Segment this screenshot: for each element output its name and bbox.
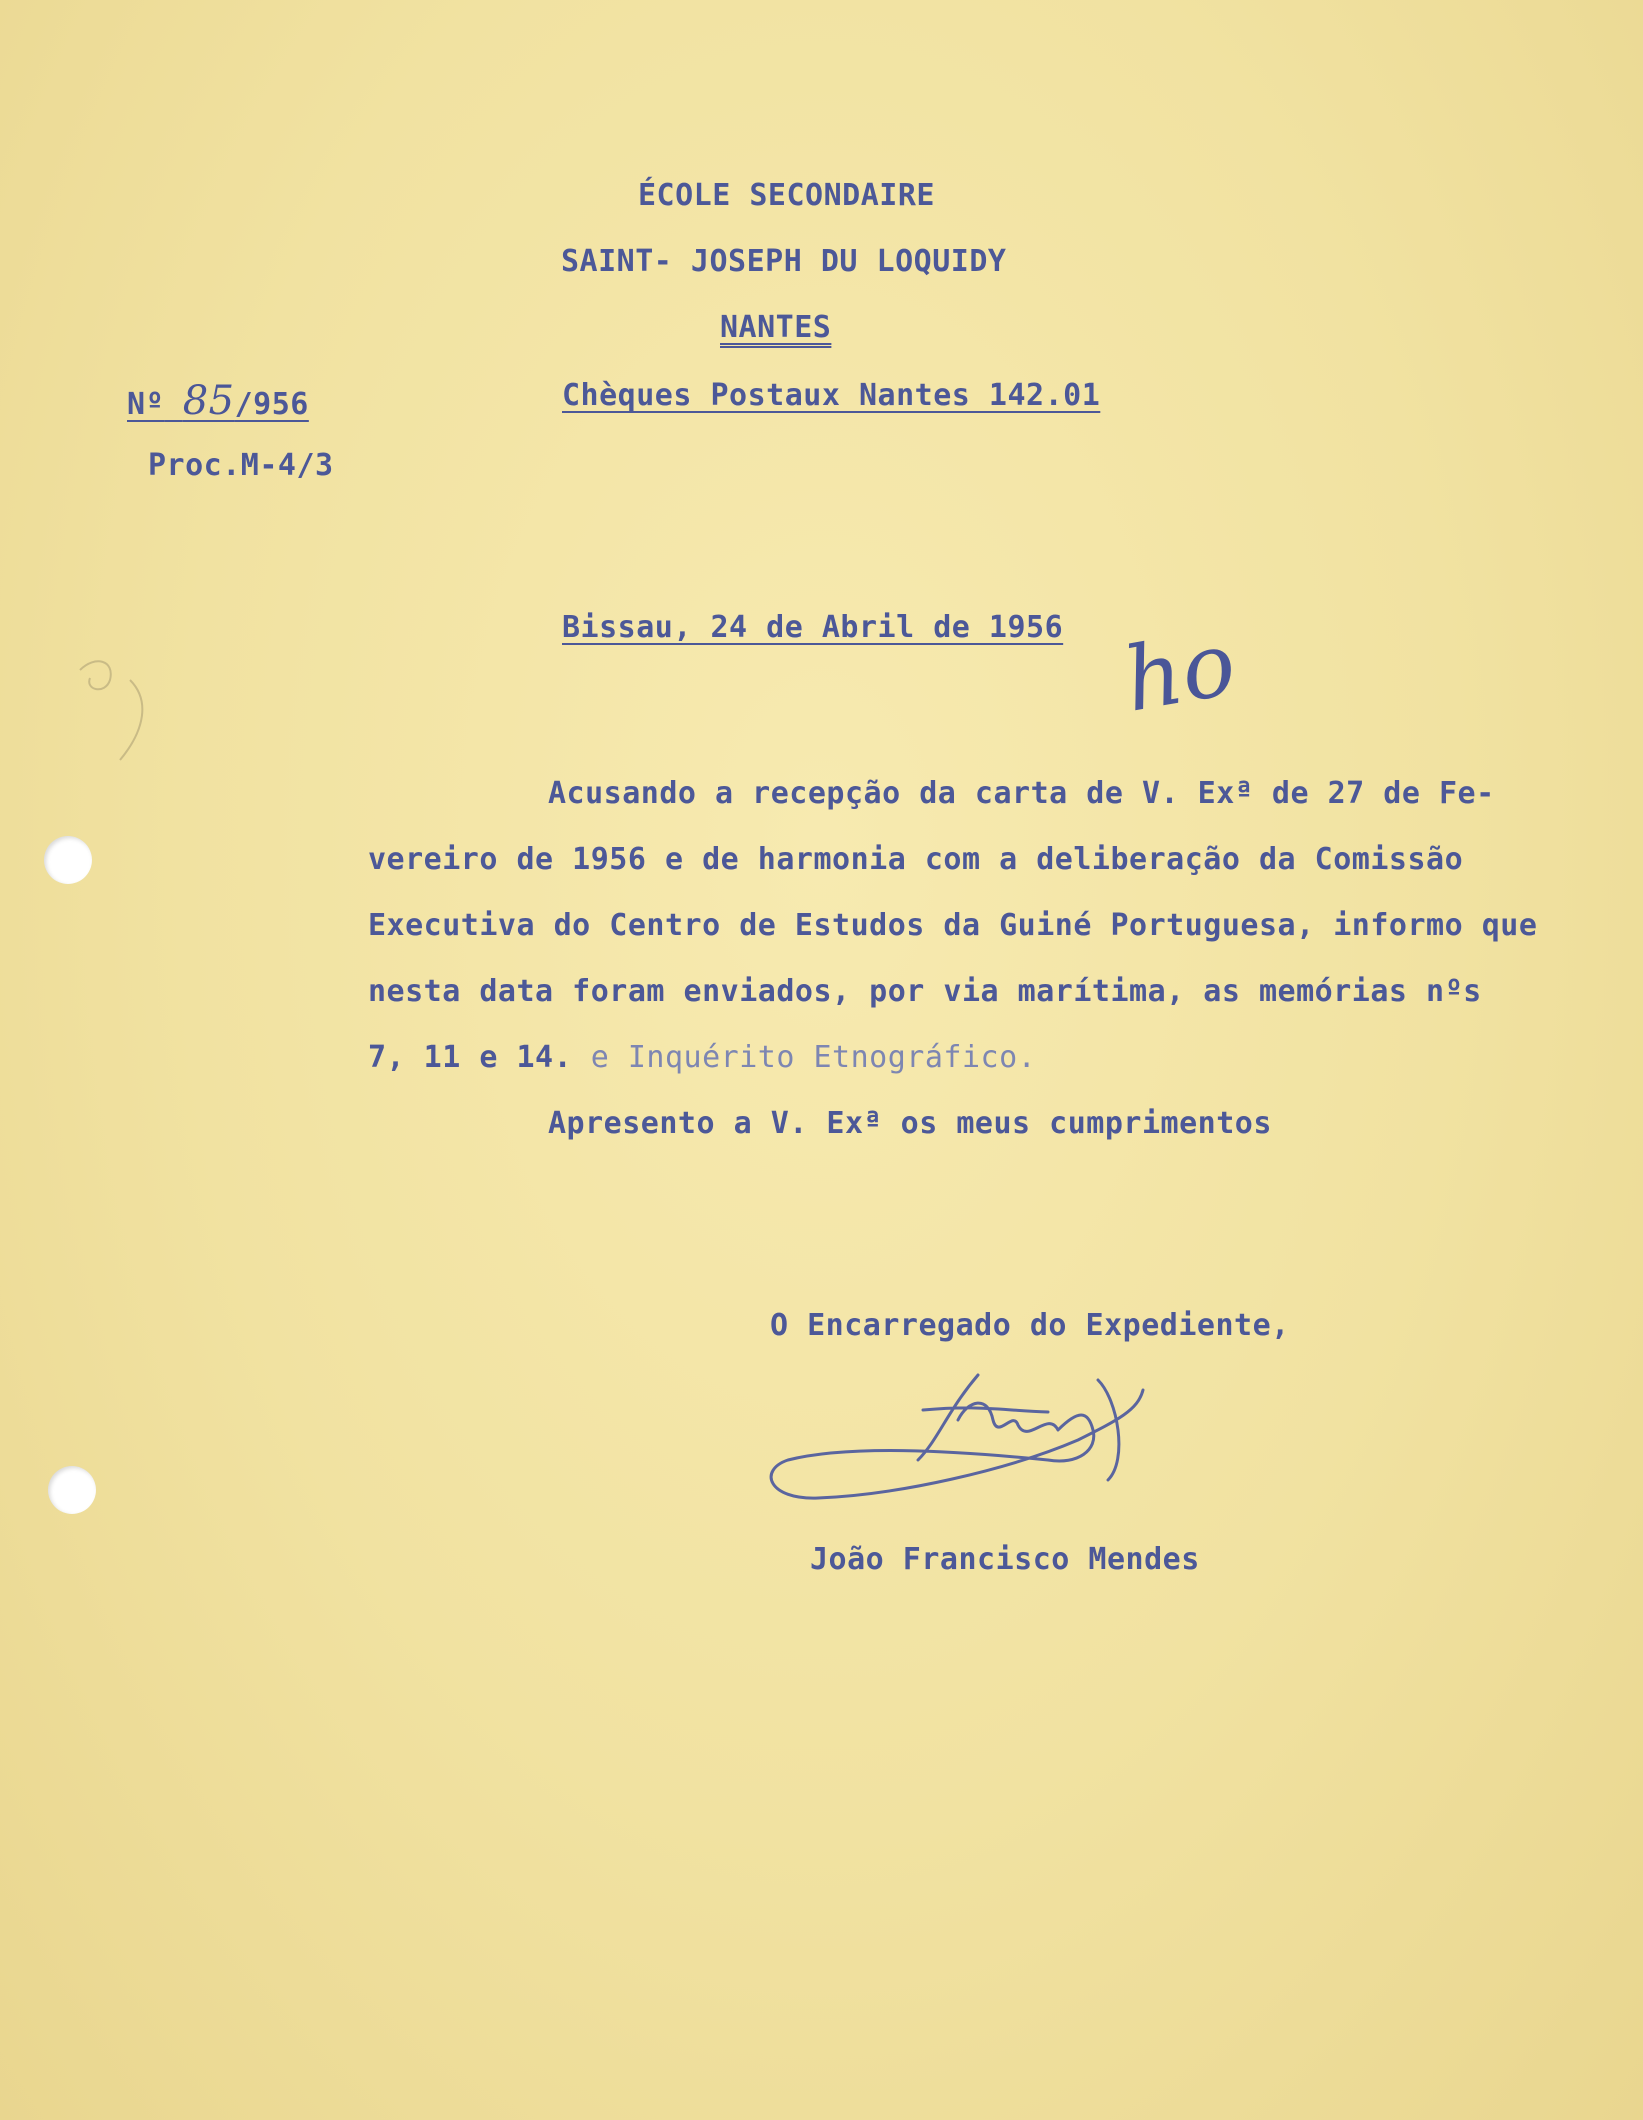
body-line-5-inquiry: e Inquérito Etnográfico. <box>590 1040 1037 1075</box>
reference-handwritten-number: 85 <box>182 378 235 424</box>
school-name-line2: SAINT- JOSEPH DU LOQUIDY <box>561 244 1007 279</box>
school-city: NANTES <box>720 310 832 345</box>
body-line-2: vereiro de 1956 e de harmonia com a deliberação da Comissão <box>368 842 1464 877</box>
reference-suffix: /956 <box>234 387 309 422</box>
punch-hole-bottom <box>48 1466 96 1514</box>
process-reference: Proc.M-4/3 <box>148 448 334 483</box>
postal-cheques: Chèques Postaux Nantes 142.01 <box>562 378 1101 413</box>
signature <box>748 1350 1188 1510</box>
date-line: Bissau, 24 de Abril de 1956 <box>562 610 1064 645</box>
pencil-scribble <box>60 640 180 780</box>
body-line-5-numbers: 7, 11 e 14. <box>368 1040 573 1075</box>
signatory-name: João Francisco Mendes <box>810 1542 1200 1577</box>
handwritten-annotation: ho <box>1116 611 1243 732</box>
body-line-4: nesta data foram enviados, por via marítima, as memórias nºs <box>368 974 1482 1009</box>
body-line-1: Acusando a recepção da carta de V. Exª de 27 de Fe- <box>548 776 1495 811</box>
signatory-title: O Encarregado do Expediente, <box>770 1308 1290 1343</box>
body-line-5 <box>368 1040 1036 1075</box>
body-line-3: Executiva do Centro de Estudos da Guiné Portuguesa, informo que <box>368 908 1538 943</box>
punch-hole-top <box>44 836 92 884</box>
reference-number <box>127 378 309 424</box>
school-name-line1: ÉCOLE SECONDAIRE <box>638 178 935 213</box>
reference-prefix: Nº <box>127 387 165 422</box>
closing-line: Apresento a V. Exª os meus cumprimentos <box>548 1106 1272 1141</box>
